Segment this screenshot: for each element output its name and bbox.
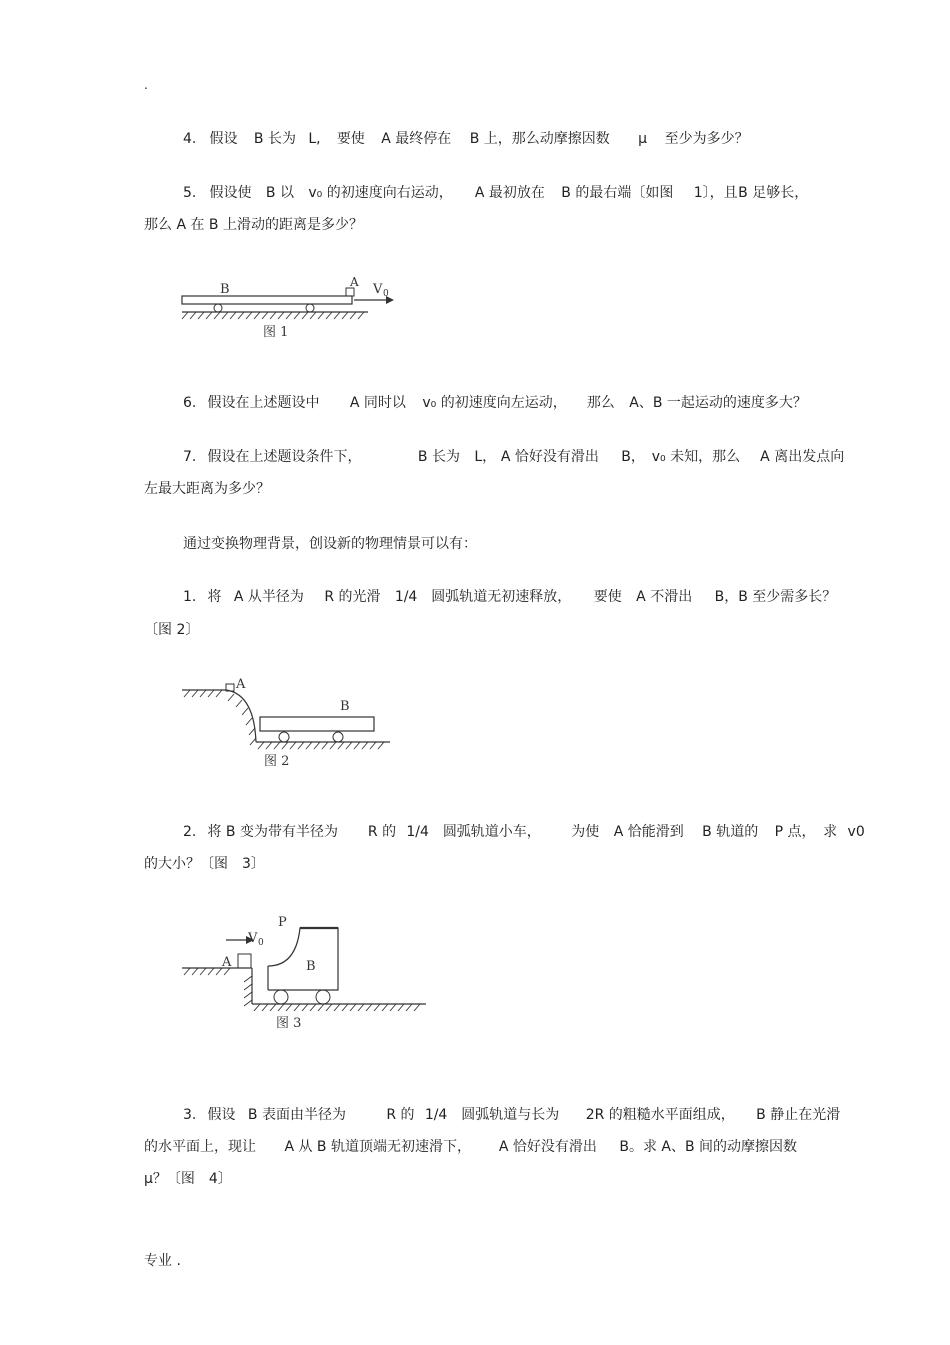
new-problem-2-line1 xyxy=(183,821,865,841)
wheel-right xyxy=(333,732,343,742)
fig3-label-b: B xyxy=(306,959,316,974)
block-a xyxy=(238,954,251,968)
new-problem-2-line2: 的大小？〔图 3〕 xyxy=(144,856,265,872)
n2-text-e: 为使 xyxy=(571,824,600,840)
q4-text-d: 要使 xyxy=(336,131,365,147)
q5-num: 5. xyxy=(183,185,197,201)
header-dot: . xyxy=(144,78,148,92)
q4-text-g: μ xyxy=(638,131,648,147)
fig2-caption: 图 2 xyxy=(264,754,290,769)
top-ground-hatch xyxy=(184,690,222,697)
q7-num: 7. xyxy=(183,449,197,465)
fig1-label-b: B xyxy=(220,282,230,297)
n1-text-h: B，B 至少需多长？ xyxy=(714,589,837,605)
q5-text-e: B 的最右端〔如图 xyxy=(561,185,674,201)
q5-text-d: A 最初放在 xyxy=(474,185,545,201)
q5-text-f: 1〕，且 xyxy=(693,185,738,201)
n2-text-j: v0 xyxy=(847,824,865,840)
wheel-right xyxy=(306,304,314,312)
wheel-right xyxy=(316,990,330,1004)
n1-text-d: 1/4 xyxy=(394,589,418,605)
question-7-line1 xyxy=(183,446,844,466)
fig3-caption: 图 3 xyxy=(276,1016,302,1031)
n3-text-f: 2R 的粗糙水平面组成， xyxy=(585,1107,735,1123)
question-5-line2: 那么 A 在 B 上滑动的距离是多少？ xyxy=(144,217,363,233)
figure-2 xyxy=(178,676,408,776)
q5-text-c: v₀ 的初速度向右运动， xyxy=(308,185,453,201)
question-6 xyxy=(183,392,807,412)
n3-line2-a: 的水平面上，现让 xyxy=(144,1139,256,1155)
n2-text-f: A 恰能滑到 xyxy=(613,824,684,840)
q6-text-c: v₀ 的初速度向左运动， xyxy=(422,395,567,411)
q7-text-e: B， xyxy=(621,449,645,465)
fig3-label-a: A xyxy=(222,955,232,970)
new-problem-3-line2 xyxy=(144,1136,797,1156)
figure-3 xyxy=(178,910,438,1035)
n3-line2-d: B。求 A、B 间的动摩擦因数 xyxy=(619,1139,798,1155)
q4-text-c: L, xyxy=(308,131,321,147)
n1-text-c: R 的光滑 xyxy=(324,589,381,605)
n3-line2-b: A 从 B 轨道顶端无初速滑下， xyxy=(284,1139,471,1155)
n1-text-e: 圆弧轨道无初速释放， xyxy=(431,589,572,605)
question-5-line1 xyxy=(183,182,808,202)
q4-text-a: 假设 xyxy=(209,131,238,147)
n1-text-b: A 从半径为 xyxy=(233,589,304,605)
n2-text-b: R 的 xyxy=(367,824,397,840)
n3-text-e: 圆弧轨道与长为 xyxy=(461,1107,560,1123)
q7-text-d: A 恰好没有滑出 xyxy=(500,449,599,465)
new-problem-1-line1 xyxy=(183,586,836,606)
fig1-label-v-sub: 0 xyxy=(383,289,389,299)
arc-hatch xyxy=(228,694,256,745)
q7-text-f: v₀ 未知，那么 xyxy=(651,449,741,465)
q6-text-b: A 同时以 xyxy=(349,395,406,411)
q4-text-b: B 长为 xyxy=(253,131,296,147)
n2-text-g: B 轨道的 xyxy=(702,824,759,840)
n3-text-d: 1/4 xyxy=(424,1107,448,1123)
q5-text-g: B 足够长， xyxy=(738,185,809,201)
wheel-left xyxy=(274,990,288,1004)
n2-text-i: 求 xyxy=(823,824,838,840)
n3-text-b: B 表面由半径为 xyxy=(247,1107,346,1123)
fig3-label-v-sub: 0 xyxy=(258,938,264,948)
new-problem-3-line1 xyxy=(183,1104,840,1124)
new-problem-1-line2: 〔图 2〕 xyxy=(144,622,200,638)
q7-text-b: B 长为 xyxy=(417,449,460,465)
n3-text-a: 假设 xyxy=(207,1107,236,1123)
fig2-label-a: A xyxy=(236,677,246,692)
plank-b xyxy=(182,296,352,304)
page-footer: 专业 . xyxy=(144,1253,181,1269)
q7-text-g: A 离出发点向 xyxy=(760,449,845,465)
n1-num: 1. xyxy=(183,589,197,605)
q4-text-h: 至少为多少？ xyxy=(664,131,749,147)
cart-b xyxy=(260,717,374,731)
n1-text-f: 要使 xyxy=(593,589,622,605)
q6-text-e: A、B 一起运动的速度多大？ xyxy=(629,395,807,411)
ground-hatch xyxy=(258,742,384,749)
step-wall-hatch xyxy=(244,976,252,1006)
fig1-caption: 图 1 xyxy=(263,325,289,340)
n2-text-h: P 点， xyxy=(774,824,816,840)
wheel-left xyxy=(214,304,222,312)
fig1-label-a: A xyxy=(350,275,359,289)
n1-text-a: 将 xyxy=(207,589,222,605)
q4-text-e: A 最终停在 xyxy=(381,131,452,147)
n3-num: 3. xyxy=(183,1107,197,1123)
n3-text-c: R 的 xyxy=(386,1107,415,1123)
intro-text: 通过变换物理背景，创设新的物理情景可以有： xyxy=(183,536,477,552)
q6-text-a: 假设在上述题设中 xyxy=(207,395,320,411)
q5-text-a: 假设使 xyxy=(209,185,252,201)
question-7-line2: 左最大距离为多少？ xyxy=(144,481,270,497)
n2-text-d: 圆弧轨道小车， xyxy=(442,824,541,840)
cart-b-body xyxy=(268,928,338,990)
new-problem-3-line3: μ？〔图 4〕 xyxy=(144,1171,232,1187)
n3-line2-c: A 恰好没有滑出 xyxy=(498,1139,597,1155)
q7-text-c: L， xyxy=(474,449,497,465)
q5-text-b: B 以 xyxy=(265,185,294,201)
n2-num: 2. xyxy=(183,824,197,840)
q7-text-a: 假设在上述题设条件下， xyxy=(207,449,362,465)
q4-text-f: B 上，那么动摩擦因数 xyxy=(469,131,610,147)
fig2-label-b: B xyxy=(340,699,350,714)
q4-num: 4. xyxy=(183,131,197,147)
n2-text-a: 将 B 变为带有半径为 xyxy=(207,824,338,840)
question-4 xyxy=(183,128,749,148)
fig3-label-v: V xyxy=(248,931,258,946)
wheel-left xyxy=(279,732,289,742)
n3-text-g: B 静止在光滑 xyxy=(756,1107,841,1123)
n1-text-g: A 不滑出 xyxy=(636,589,693,605)
q6-num: 6. xyxy=(183,395,197,411)
q6-text-d: 那么 xyxy=(586,395,615,411)
n2-text-c: 1/4 xyxy=(406,824,429,840)
ground-hatch xyxy=(254,1004,420,1011)
figure-1 xyxy=(178,275,418,345)
fig1-label-v: V xyxy=(373,282,383,297)
fig3-label-p: P xyxy=(278,915,287,930)
block-a xyxy=(346,288,354,296)
ground-hatch xyxy=(182,312,364,319)
